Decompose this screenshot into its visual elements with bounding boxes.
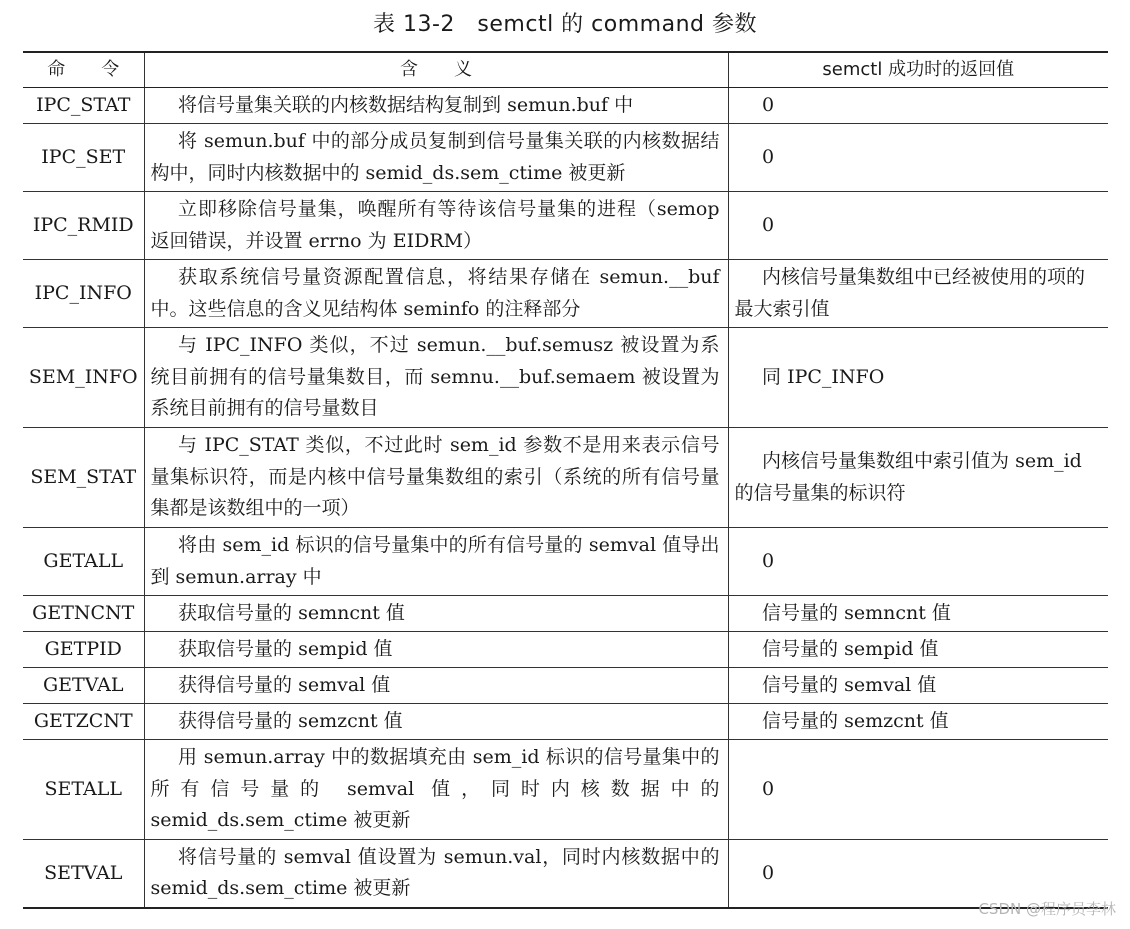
table-header-row xyxy=(23,52,1108,88)
table-row xyxy=(23,88,1108,124)
return-value-cell: 0 xyxy=(728,88,1108,124)
meaning-cell: 将 semun.buf 中的部分成员复制到信号量集关联的内核数据结构中，同时内核数据中的 semid_ds.sem_ctime 被更新 xyxy=(144,124,728,192)
meaning-cell: 用 semun.array 中的数据填充由 sem_id 标识的信号量集中的所有信号量的 semval 值，同时内核数据中的 semid_ds.sem_ctime 被更新 xyxy=(144,740,728,840)
table-row xyxy=(23,260,1108,328)
table-row xyxy=(23,704,1108,740)
table-row xyxy=(23,840,1108,908)
return-value-cell: 信号量的 sempid 值 xyxy=(728,632,1108,668)
return-value-cell: 内核信号量集数组中已经被使用的项的最大索引值 xyxy=(728,260,1108,328)
table-row xyxy=(23,528,1108,596)
meaning-cell: 与 IPC_INFO 类似，不过 semun.__buf.semusz 被设置为系统目前拥有的信号量集数目，而 semnu.__buf.semaem 被设置为系统目前拥有的信号量数目 xyxy=(144,328,728,428)
return-value-cell: 0 xyxy=(728,840,1108,908)
command-cell: GETPID xyxy=(23,632,144,668)
meaning-cell: 将信号量集关联的内核数据结构复制到 semun.buf 中 xyxy=(144,88,728,124)
command-cell: GETNCNT xyxy=(23,596,144,632)
command-cell: IPC_INFO xyxy=(23,260,144,328)
return-value-cell: 同 IPC_INFO xyxy=(728,328,1108,428)
meaning-cell: 获取信号量的 semncnt 值 xyxy=(144,596,728,632)
return-value-cell: 0 xyxy=(728,528,1108,596)
meaning-cell: 获取系统信号量资源配置信息，将结果存储在 semun.__buf 中。这些信息的含义见结构体 seminfo 的注释部分 xyxy=(144,260,728,328)
header-meaning: 含 义 xyxy=(144,52,728,88)
command-cell: SEM_STAT xyxy=(23,428,144,528)
command-cell: GETALL xyxy=(23,528,144,596)
meaning-cell: 获得信号量的 semval 值 xyxy=(144,668,728,704)
return-value-cell: 信号量的 semncnt 值 xyxy=(728,596,1108,632)
table-row xyxy=(23,740,1108,840)
meaning-cell: 获取信号量的 sempid 值 xyxy=(144,632,728,668)
header-command: 命 令 xyxy=(23,52,144,88)
command-cell: IPC_STAT xyxy=(23,88,144,124)
command-cell: SEM_INFO xyxy=(23,328,144,428)
meaning-cell: 将信号量的 semval 值设置为 semun.val，同时内核数据中的 semid_ds.sem_ctime 被更新 xyxy=(144,840,728,908)
table-row xyxy=(23,328,1108,428)
command-cell: IPC_SET xyxy=(23,124,144,192)
table-row xyxy=(23,668,1108,704)
command-cell: SETVAL xyxy=(23,840,144,908)
semctl-command-table xyxy=(23,51,1108,909)
meaning-cell: 获得信号量的 semzcnt 值 xyxy=(144,704,728,740)
meaning-cell: 立即移除信号量集，唤醒所有等待该信号量集的进程（semop 返回错误，并设置 errno 为 EIDRM） xyxy=(144,192,728,260)
table-row xyxy=(23,596,1108,632)
watermark: CSDN @程序员李林 xyxy=(978,900,1116,918)
command-cell: IPC_RMID xyxy=(23,192,144,260)
meaning-cell: 与 IPC_STAT 类似，不过此时 sem_id 参数不是用来表示信号量集标识符，而是内核中信号量集数组的索引（系统的所有信号量集都是该数组中的一项） xyxy=(144,428,728,528)
table-row xyxy=(23,192,1108,260)
return-value-cell: 0 xyxy=(728,192,1108,260)
return-value-cell: 内核信号量集数组中索引值为 sem_id 的信号量集的标识符 xyxy=(728,428,1108,528)
table-row xyxy=(23,124,1108,192)
meaning-cell: 将由 sem_id 标识的信号量集中的所有信号量的 semval 值导出到 semun.array 中 xyxy=(144,528,728,596)
return-value-cell: 0 xyxy=(728,740,1108,840)
return-value-cell: 0 xyxy=(728,124,1108,192)
header-return-value: semctl 成功时的返回值 xyxy=(728,52,1108,88)
command-cell: GETZCNT xyxy=(23,704,144,740)
table-title: 表 13-2 semctl 的 command 参数 xyxy=(373,12,757,37)
command-cell: SETALL xyxy=(23,740,144,840)
table-row xyxy=(23,632,1108,668)
command-cell: GETVAL xyxy=(23,668,144,704)
table-row xyxy=(23,428,1108,528)
return-value-cell: 信号量的 semval 值 xyxy=(728,668,1108,704)
return-value-cell: 信号量的 semzcnt 值 xyxy=(728,704,1108,740)
